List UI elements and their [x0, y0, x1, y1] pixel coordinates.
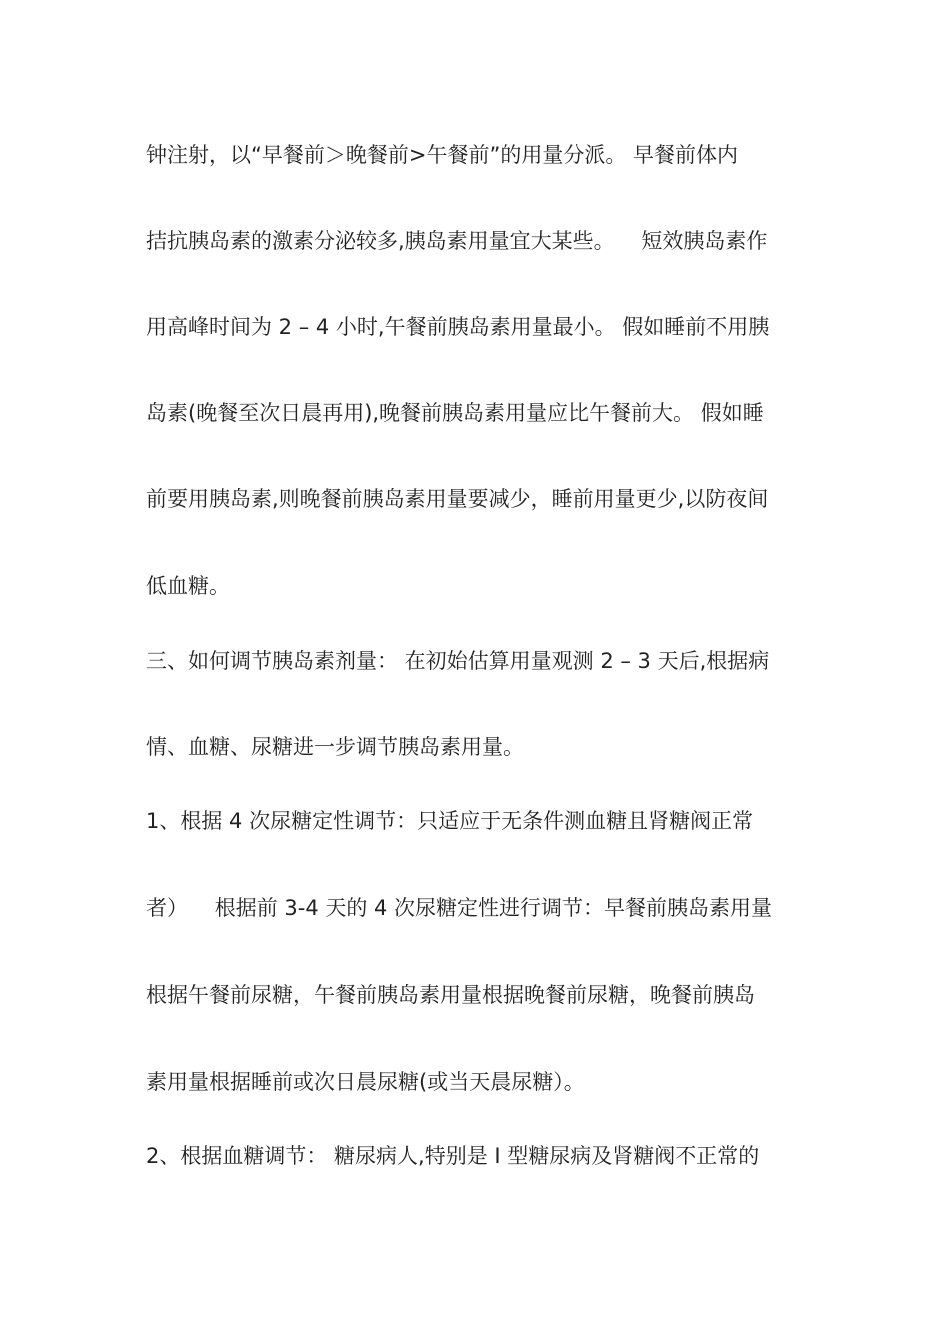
- section-heading: 三、如何调节胰岛素剂量： 在初始估算用量观测 2 – 3 天后,根据病: [146, 649, 770, 673]
- text-line: 者） 根据前 3-4 天的 4 次尿糖定性进行调节：早餐前胰岛素用量: [146, 896, 773, 920]
- list-item-heading: 2、根据血糖调节： 糖尿病人,特别是 I 型糖尿病及肾糖阀不正常的: [146, 1144, 760, 1168]
- text-line: 低血糖。: [146, 574, 230, 598]
- text-line: 前要用胰岛素,则晚餐前胰岛素用量要减少，睡前用量更少,以防夜间: [146, 487, 769, 511]
- list-item-heading: 1、根据 4 次尿糖定性调节：只适应于无条件测血糖且肾糖阀正常: [146, 809, 754, 833]
- text-line: 情、血糖、尿糖进一步调节胰岛素用量。: [146, 735, 524, 759]
- text-line: 拮抗胰岛素的激素分泌较多,胰岛素用量宜大某些。 短效胰岛素作: [146, 229, 768, 253]
- text-line: 素用量根据睡前或次日晨尿糖(或当天晨尿糖）。: [146, 1070, 585, 1094]
- text-line: 用高峰时间为 2 – 4 小时,午餐前胰岛素用量最小。 假如睡前不用胰: [146, 315, 770, 339]
- text-line: 岛素(晚餐至次日晨再用),晚餐前胰岛素用量应比午餐前大。 假如睡: [146, 401, 764, 425]
- text-line: 根据午餐前尿糖，午餐前胰岛素用量根据晚餐前尿糖，晚餐前胰岛: [146, 983, 755, 1007]
- text-line: 钟注射，以“早餐前＞晚餐前>午餐前”的用量分派。 早餐前体内: [146, 143, 739, 167]
